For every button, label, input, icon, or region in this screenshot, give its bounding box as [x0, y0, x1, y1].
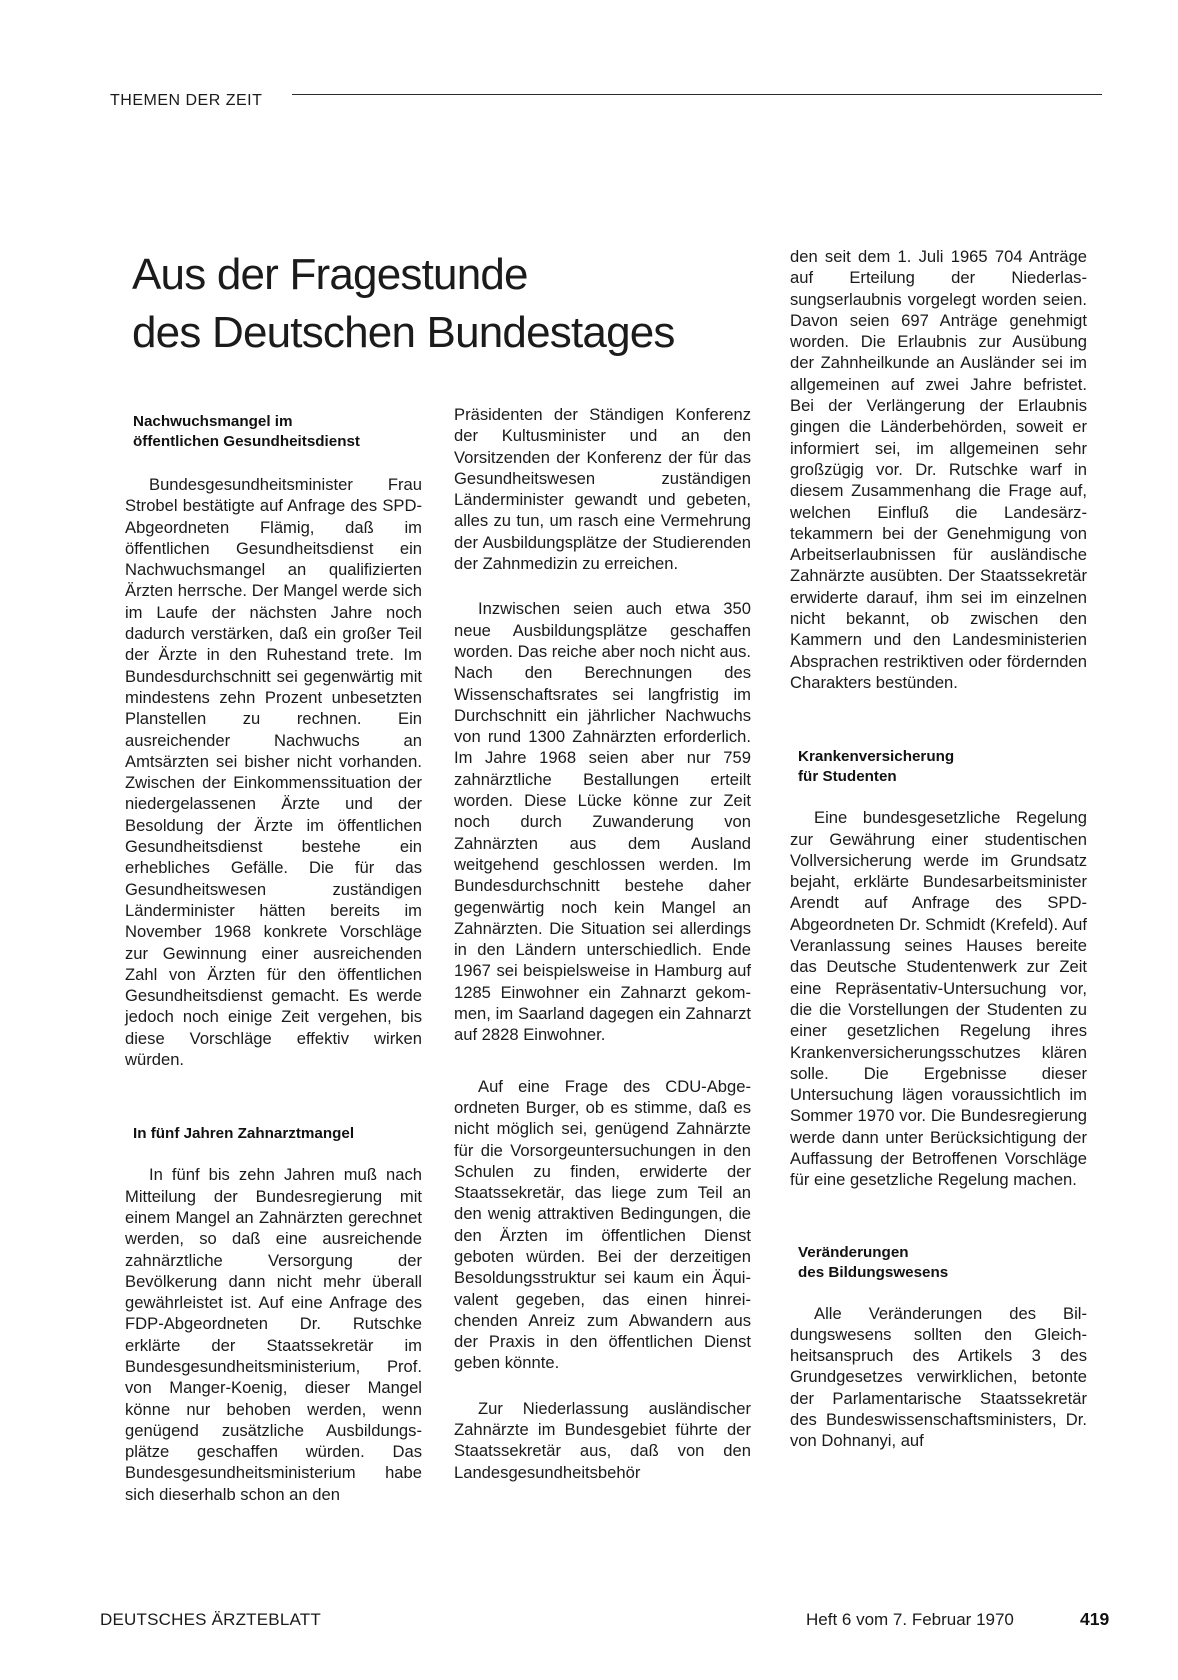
text-column-3 [790, 246, 1087, 1452]
section-heading-line: des Bildungswesens [798, 1263, 949, 1281]
header-rule [292, 94, 1102, 95]
body-paragraph: Bundesgesundheitsminister Frau Strobel bestätigte auf Anfrage des SPD-Abgeordneten Flämig, daß im öffentlichen Gesundheitsdienst ein Nachwuchsmangel an qualifizierten Ärzten herrsche. Der Mangel werde sich im Laufe der nächsten Jahre noch dadurch verstärken, daß ein großer Teil der Ärzte in den Ruhestand trete. Im Bundesdurchschnitt sei gegenwärtig mit mindestens zehn Prozent unbesetzten Planstellen zu rechnen. Ein ausreichender Nachwuchs an Amtsärzten sei bisher nicht vorhanden. Zwischen der Einkommenssituation der niedergelassenen Ärzte und der Besoldung der Ärzte im öffentlichen Gesundheitsdienst bestehe ein erhebliches Gefälle. Die für das Gesundheitswesen zuständigen Länderminister hätten bereits im November 1968 konkrete Vorschläge zur Gewinnung einer ausreichenden Zahl von Ärzten für den öffentlichen Gesundheitsdienst gemacht. Es werde jedoch noch einige Zeit vergehen, bis diese Vorschläge effektiv wirken würden. [125, 475, 422, 1070]
body-paragraph: Auf eine Frage des CDU-Abgeordneten Burger, ob es stimme, daß es nicht möglich sei, genügend Zahnärzte für die Vorsorgeuntersuchungen in den Schulen zu finden, erwiderte der Staatssekretär, das liege zum Teil an den wenig attraktiven Bedingungen, die den Ärzten im öffentlichen Dienst geboten würden. Bei der derzeitigen Besoldungsstruktur sei kaum ein Äquivalent gegeben, das einen hinreichenden Anreiz zum Abwandern aus der Praxis in den öffentlichen Dienst geben könnte. [454, 1076, 751, 1373]
body-paragraph: Zur Niederlassung ausländischer Zahnärzte im Bundesgebiet führte der Staatssekretär aus, daß von den Landesgesundheitsbehör [454, 1398, 751, 1482]
section-heading-line: Veränderungen [798, 1243, 909, 1261]
section-heading [790, 747, 1087, 787]
body-paragraph: Inzwischen seien auch etwa 350 neue Ausbildungsplätze geschaffen worden. Das reiche aber noch nicht aus. Nach den Berechnungen des Wissenschaftsrates sei langfristig im Durchschnitt ein jährlicher Nachwuchs von rund 1300 Zahnärzten erforderlich. Im Jahre 1968 seien aber nur 759 zahnärztliche Bestallungen erteilt worden. Diese Lücke könne zur Zeit noch durch Zuwanderung von Zahnärzten aus dem Ausland weitgehend geschlossen werden. Im Bundesdurchschnitt bestehe daher gegenwärtig noch kein Mangel an Zahnärzten. Die Situation sei allerdings in den Ländern unterschiedlich. Ende 1967 sei beispielsweise in Hamburg auf 1285 Einwohner ein Zahnarzt gekommen, im Saarland dagegen ein Zahnarzt auf 2828 Einwohner. [454, 599, 752, 1045]
article-title-line: Aus der Fragestunde [132, 250, 528, 299]
article-title-line: des Deutschen Bundestages [132, 308, 675, 357]
page-number: 419 [1080, 1609, 1110, 1629]
body-paragraph: Eine bundesgesetzliche Regelung zur Gewährung einer studentischen Vollversicherung werde im Grundsatz bejaht, erklärte Bundesarbeitsminister Arendt auf Anfrage des SPD-Abgeordneten Dr. Schmidt (Krefeld). Auf Veranlassung seines Hauses bereite das Deutsche Studentenwerk zur Zeit eine Repräsentativ-Untersuchung vor, die die Vorstellungen der Studenten zu einer gesetzlichen Regelung ihres Krankenversicherungsschutzes klären solle. Die Ergebnisse dieser Untersuchung lägen voraussichtlich im Sommer 1970 vor. Die Bundesregierung werde dann unter Berücksichtigung der Auffassung der Betroffenen Vorschläge für eine gesetzliche Regelung machen. [790, 808, 1087, 1190]
section-heading-line: für Studenten [798, 768, 897, 786]
section-heading-line: In fünf Jahren Zahnarztmangel [133, 1125, 355, 1143]
section-heading-line: Krankenversicherung [798, 748, 955, 766]
issue-info: Heft 6 vom 7. Februar 1970 [806, 1610, 1014, 1629]
body-paragraph-continued [125, 1164, 422, 1505]
article-title [132, 246, 675, 362]
text-column-2 [454, 404, 751, 1483]
section-heading [790, 1243, 1087, 1283]
body-paragraph: den seit dem 1. Juli 1965 704 Anträge auf Erteilung der Niederlassungserlaubnis vorgelegt worden seien. Davon seien 697 Anträge genehmigt worden. Die Erlaubnis zur Ausübung der Zahnheilkunde an Ausländer sei im allgemeinen auf zwei Jahre befristet. Bei der Verlängerung der Erlaubnis gingen die Länderbehörden, soweit er informiert sei, im allgemeinen sehr großzügig vor. Dr. Rutschke warf in diesem Zusammenhang die Frage auf, welchen Einfluß die Landesärztekammern bei der Genehmigung von Arbeitserlaubnissen für ausländische Zahnärzte ausübten. Der Staatssekretär erwiderte darauf, ihm sei im einzelnen nicht bekannt, ob zwischen den Kammern und den Landesministerien Absprachen restriktiven oder fördernden Charakters bestünden. [790, 247, 1087, 692]
body-paragraph: Präsidenten der Ständigen Konferenz der Kultusminister und an den Vorsitzenden der Konferenz der für das Gesundheitswesen zuständigen Länderminister gewandt und gebeten, alles zu tun, um rasch eine Vermehrung der Ausbildungsplätze der Studierenden der Zahnmedizin zu erreichen. [454, 405, 751, 574]
section-heading-line: öffentlichen Gesundheitsdienst [133, 433, 360, 450]
section-label: THEMEN DER ZEIT [110, 92, 263, 109]
body-paragraph: Alle Veränderungen des Bildungswesens sollten den Gleichheitsanspruch des Artikels 3 des Grundgesetzes verwirklichen, betonte der Parlamentarische Staatssekretär des Bundeswissenschaftsministers, Dr. von Dohnanyi, auf [790, 1303, 1087, 1451]
section-heading [125, 1124, 422, 1144]
section-heading-line: Nachwuchsmangel im [133, 413, 293, 430]
section-heading [125, 412, 422, 452]
journal-name: DEUTSCHES ÄRZTEBLATT [100, 1610, 321, 1629]
body-paragraph: In fünf bis zehn Jahren muß nach Mitteilung der Bundesregierung mit einem Mangel an Zahnärzten gerechnet werden, so daß eine ausreichende zahnärztliche Versorgung der Bevölkerung dann nicht mehr überall gewährleistet ist. Auf eine Anfrage des FDP-Abgeordneten Dr. Rutschke erklärte der Staatssekretär im Bundesgesundheitsministerium, Prof. von Manger-Koenig, dieser Mangel könne nur behoben werden, wenn genügend zusätzliche Ausbildungsplätze geschaffen würden. Das Bundesgesundheitsministerium habe sich dieserhalb schon an den [125, 1165, 422, 1504]
text-column-1 [125, 412, 422, 1505]
